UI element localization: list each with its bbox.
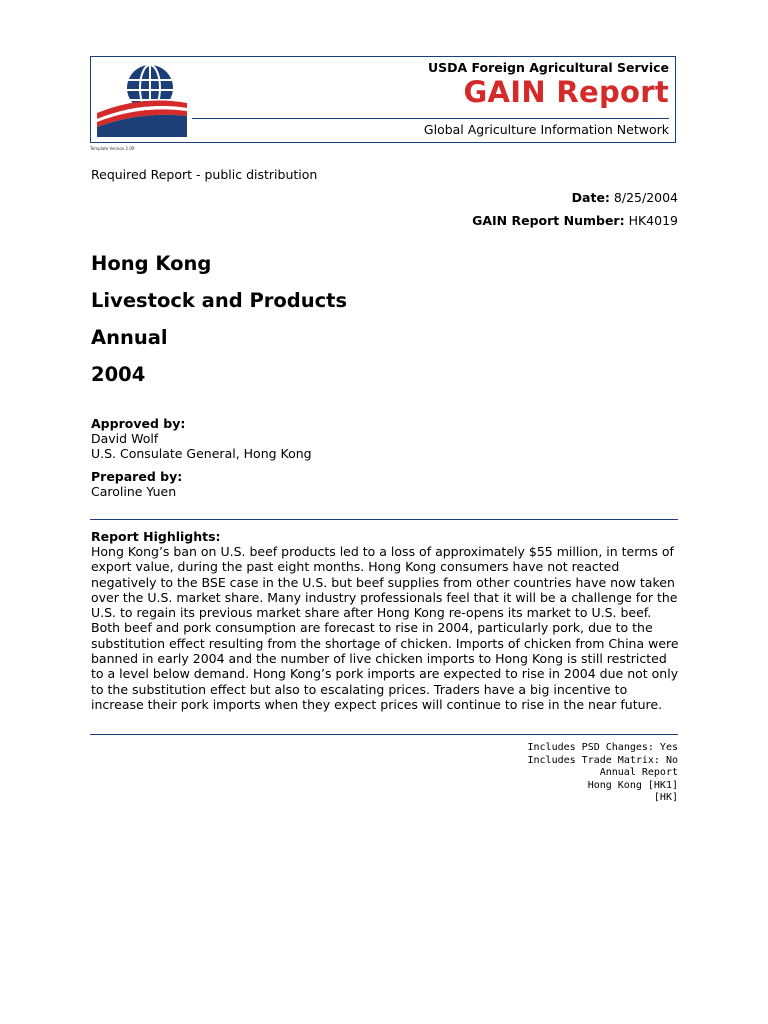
approved-label: Approved by: xyxy=(91,416,186,431)
report-number-value: HK4019 xyxy=(628,213,678,228)
prepared-label: Prepared by: xyxy=(91,469,183,484)
date-label: Date: xyxy=(571,190,610,205)
date-value: 8/25/2004 xyxy=(613,190,678,205)
region-code-note: [HK] xyxy=(653,792,678,803)
country-code-note: Hong Kong [HK1] xyxy=(587,779,678,791)
globe-flag-icon xyxy=(95,61,187,137)
approver-name: David Wolf xyxy=(91,431,159,446)
title-commodity: Livestock and Products xyxy=(91,289,348,312)
distribution-note: Required Report - public distribution xyxy=(91,167,318,182)
title-report-type: Annual xyxy=(91,326,168,349)
approver-office: U.S. Consulate General, Hong Kong xyxy=(91,446,312,461)
report-number-label: GAIN Report Number: xyxy=(472,213,625,228)
agency-name: USDA Foreign Agricultural Service xyxy=(427,60,669,75)
template-version: Template Version 2.09 xyxy=(90,146,135,151)
report-date xyxy=(572,190,678,205)
title-country: Hong Kong xyxy=(91,252,212,275)
highlights-text: Hong Kong’s ban on U.S. beef products led to a loss of approximately $55 million, in terms of export value, during the past eight months. Hong Kong consumers have not reacted negatively to the BSE case in the U.S. but beef supplies from other countries have now taken over the U.S. market share. Many industry professionals feel that it will be a challenge for the U.S. to regain its previous market share after Hong Kong re-opens its market to U.S. beef. Both beef and pork consumption are forecast to rise in 2004, particularly pork, due to the substitution effect resulting from the shortage of chicken. Imports of chicken from China were banned in early 2004 and the number of live chicken imports to Hong Kong is still restricted to a level below demand. Hong Kong’s pork imports are expected to rise in 2004 due not only to the substitution effect but also to escalating prices. Traders have a big incentive to increase their pork imports when they expect prices will continue to rise in the near future. xyxy=(91,544,679,712)
report-number xyxy=(472,213,678,228)
footer-notes xyxy=(527,742,678,805)
trade-matrix-note: Includes Trade Matrix: No xyxy=(527,754,678,766)
title-year: 2004 xyxy=(91,363,146,386)
psd-changes-note: Includes PSD Changes: Yes xyxy=(527,742,678,753)
header-divider xyxy=(192,118,669,119)
preparer-name: Caroline Yuen xyxy=(91,484,177,499)
report-type-note: Annual Report xyxy=(599,767,678,778)
highlights-label: Report Highlights: xyxy=(91,529,221,544)
highlights-bottom-rule xyxy=(90,734,678,735)
report-header xyxy=(90,56,676,143)
network-name: Global Agriculture Information Network xyxy=(423,122,669,137)
report-brand-title: GAIN Report xyxy=(463,75,669,109)
highlights-top-rule xyxy=(90,519,678,520)
